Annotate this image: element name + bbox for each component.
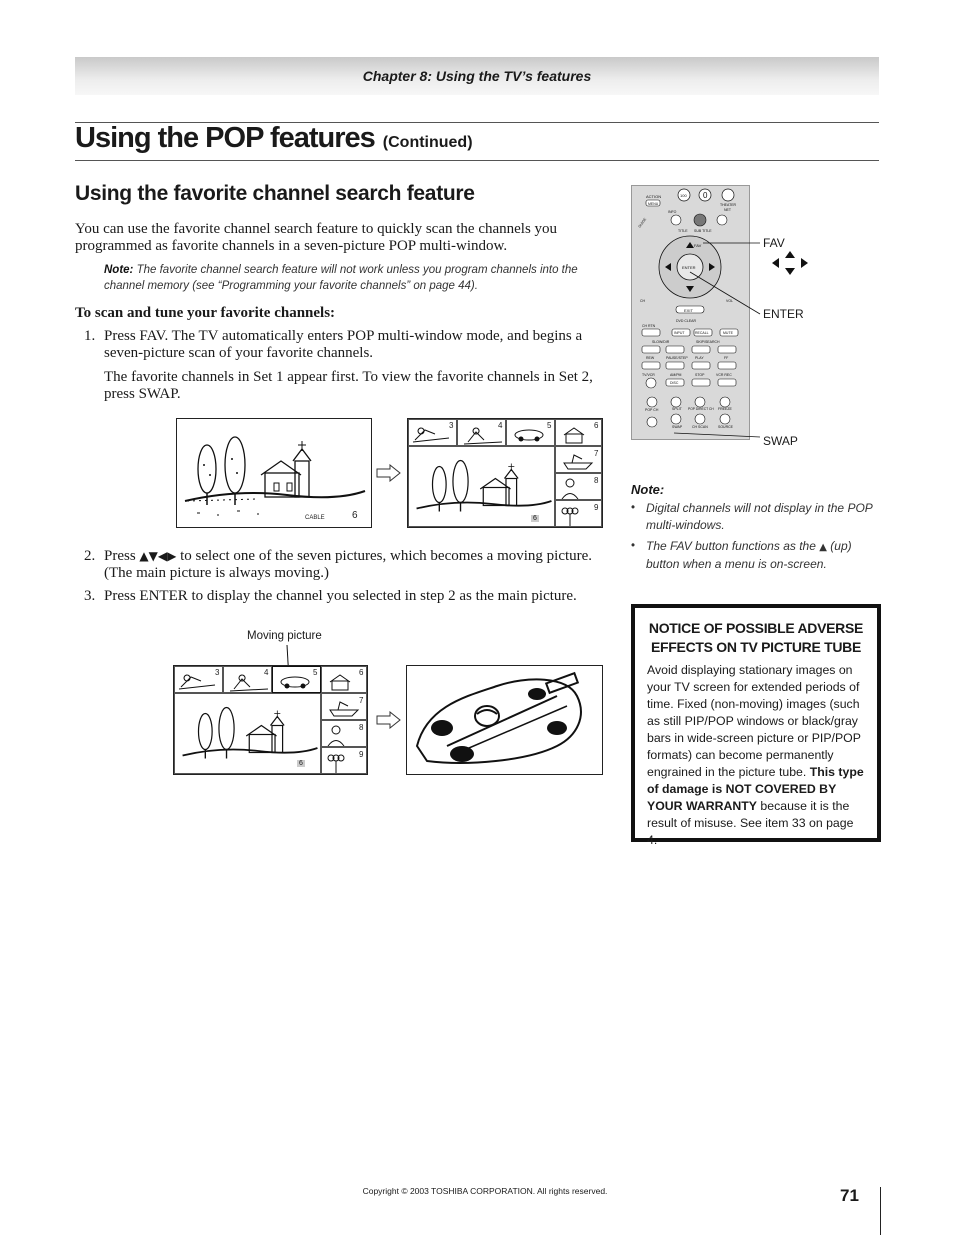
step-2-text: Press ▲▼◀▶ to select one of the seven pictures, which becomes a moving picture. (The main picture is always moving.): [104, 548, 593, 581]
pop-cell: 7: [555, 446, 602, 473]
svg-text:SPLIT: SPLIT: [672, 407, 682, 411]
channel-number: 6: [352, 510, 358, 521]
svg-text:SKIP/SEARCH: SKIP/SEARCH: [696, 340, 720, 344]
notice-warranty-warning: This type of damage is NOT COVERED BY YOUR WARRANTY: [647, 765, 864, 813]
moving-picture-callout: Moving picture: [247, 630, 322, 642]
svg-text:DVD CLEAR: DVD CLEAR: [676, 319, 697, 323]
svg-text:INFO: INFO: [668, 210, 677, 214]
svg-text:TV/VCR: TV/VCR: [642, 373, 655, 377]
svg-text:CH RTN: CH RTN: [642, 324, 656, 328]
svg-text:FREEZE: FREEZE: [718, 407, 732, 411]
pop-cell: 3: [174, 666, 223, 693]
svg-text:AM/PM: AM/PM: [670, 373, 682, 377]
svg-text:REW: REW: [646, 356, 655, 360]
page-title-main: Using the POP features: [75, 122, 375, 154]
svg-text:CH: CH: [640, 299, 646, 303]
notice-body: Avoid displaying stationary images on your TV screen for extended periods of time. Fixed (non-moving) images (such as still PIP/POP windows or black/gray bars in wide-screen picture or PIP/POP formats) can become permanently engrained in the picture tube. This type of damage is NOT COVERED BY YOUR WARRANTY because it is the result of misuse. See item 33 on page 4.: [647, 663, 864, 847]
step-1-text: Press FAV. The TV automatically enters POP multi-window mode, and begins a seven-picture scan of your favorite channels.: [104, 328, 583, 361]
direction-arrows-icon: [771, 250, 809, 276]
arrow-keys-icons: ▲▼◀▶: [139, 549, 177, 563]
page-title-continued: (Continued): [382, 134, 473, 151]
svg-text:POP DIRECT CH: POP DIRECT CH: [688, 407, 714, 411]
svg-text:SUB TITLE: SUB TITLE: [694, 229, 712, 233]
intro-paragraph: You can use the favorite channel search feature to quickly scan the channels you programmed as favorite channels in a seven-picture POP multi-window.: [75, 221, 558, 254]
svg-text:GUIDE: GUIDE: [637, 217, 648, 229]
chapter-title: Chapter 8: Using the TV’s features: [362, 68, 592, 84]
pop-cell: 6: [555, 419, 602, 446]
svg-text:MENU: MENU: [648, 202, 659, 206]
pop-cell: 3: [408, 419, 457, 446]
footer-copyright: Copyright © 2003 TOSHIBA CORPORATION. All rights reserved.: [362, 1186, 608, 1196]
pop-cell: 8: [555, 473, 602, 500]
figure1-single-picture: [176, 418, 372, 528]
page-number: 71: [840, 1186, 859, 1205]
svg-text:THEATER: THEATER: [720, 203, 737, 207]
bullet-icon: •: [631, 540, 636, 552]
pop-main-picture: [408, 446, 555, 527]
title-bottom-rule: [75, 160, 879, 161]
main-channel-badge: 6: [533, 515, 537, 522]
svg-text:PLAY: PLAY: [695, 356, 704, 360]
svg-text:SLOW/DIR: SLOW/DIR: [652, 340, 670, 344]
up-arrow-icon: ▲: [819, 542, 827, 553]
svg-text:SWAP: SWAP: [672, 425, 683, 429]
figure2-full-picture: [406, 665, 603, 775]
pop-cell: 7: [321, 693, 367, 720]
svg-text:PAUSE/STEP: PAUSE/STEP: [666, 356, 688, 360]
bullet-icon: •: [631, 502, 636, 514]
main-channel-badge: 6: [299, 760, 303, 767]
svg-text:FF: FF: [724, 356, 729, 360]
svg-text:ACTION: ACTION: [646, 194, 662, 199]
figure2-pop-multiwindow: [173, 665, 368, 775]
pop-cell: 4: [457, 419, 506, 446]
notice-box: [631, 604, 881, 847]
side-note-label: Note:: [631, 482, 665, 497]
step-1-swap-text: The favorite channels in Set 1 appear first. To view the favorite channels in Set 2, press SWAP.: [104, 369, 593, 402]
enter-callout: ENTER: [763, 307, 804, 321]
svg-text:SOURCE: SOURCE: [718, 425, 733, 429]
step-1-number: 1.: [84, 328, 96, 344]
pop-cell: 8: [321, 720, 367, 747]
svg-text:POP CH: POP CH: [645, 408, 659, 412]
page-title: [75, 122, 473, 155]
church-landscape-illustration: [177, 419, 371, 527]
pop-cell: 9: [555, 500, 602, 527]
pop-cell: 4: [223, 666, 272, 693]
pop-cell: 9: [321, 747, 367, 774]
svg-text:MUTE: MUTE: [723, 331, 733, 335]
procedure-subheading: To scan and tune your favorite channels:: [75, 305, 336, 321]
fav-callout: FAV: [763, 236, 785, 250]
right-arrow-icon: [376, 711, 402, 729]
svg-text:TITLE: TITLE: [678, 229, 688, 233]
step-3-text: Press ENTER to display the channel you selected in step 2 as the main picture.: [104, 588, 577, 604]
section-heading: Using the favorite channel search feature: [75, 182, 475, 205]
cable-label: CABLE: [305, 515, 325, 521]
svg-text:FAV: FAV: [694, 243, 702, 248]
step-2-number: 2.: [84, 548, 96, 564]
svg-text:100: 100: [680, 193, 687, 198]
pop-main-picture: [174, 693, 321, 774]
svg-text:ENTER: ENTER: [682, 265, 696, 270]
pop-cell: 5: [506, 419, 555, 446]
chapter-header-band: [75, 57, 879, 95]
remote-callout-lines: [630, 230, 765, 445]
svg-text:VCR REC: VCR REC: [716, 373, 732, 377]
svg-text:EXIT: EXIT: [684, 308, 693, 313]
notice-title: NOTICE OF POSSIBLE ADVERSE EFFECTS ON TV PICTURE TUBE: [648, 620, 864, 655]
svg-text:0: 0: [703, 191, 708, 200]
side-note-item-1: Digital channels will not display in the POP multi-windows.: [646, 501, 873, 532]
figure1-pop-multiwindow: [407, 418, 603, 528]
pop-cell: 6: [321, 666, 367, 693]
side-note-item-2: The FAV button functions as the ▲ (up) button when a menu is on-screen.: [646, 539, 852, 571]
swap-callout: SWAP: [763, 434, 798, 448]
svg-text:NET: NET: [724, 208, 731, 212]
step-3-number: 3.: [84, 588, 96, 604]
pop-cell-selected: 5: [272, 666, 321, 693]
intro-note: [104, 262, 579, 294]
race-car-illustration: [407, 666, 602, 774]
svg-text:DISC: DISC: [670, 381, 679, 385]
intro-note-text: The favorite channel search feature will not work unless you program channels into the channel memory (see “Programming your favorite channels” on page 44).: [104, 264, 578, 292]
intro-note-label: Note:: [104, 264, 134, 276]
svg-text:VOL: VOL: [726, 299, 734, 303]
svg-text:RECALL: RECALL: [695, 331, 709, 335]
svg-text:INPUT: INPUT: [674, 331, 685, 335]
right-arrow-icon: [376, 464, 402, 482]
page-number-rule: [880, 1187, 881, 1235]
svg-text:CH SCAN: CH SCAN: [692, 425, 708, 429]
svg-text:STOP: STOP: [695, 373, 705, 377]
